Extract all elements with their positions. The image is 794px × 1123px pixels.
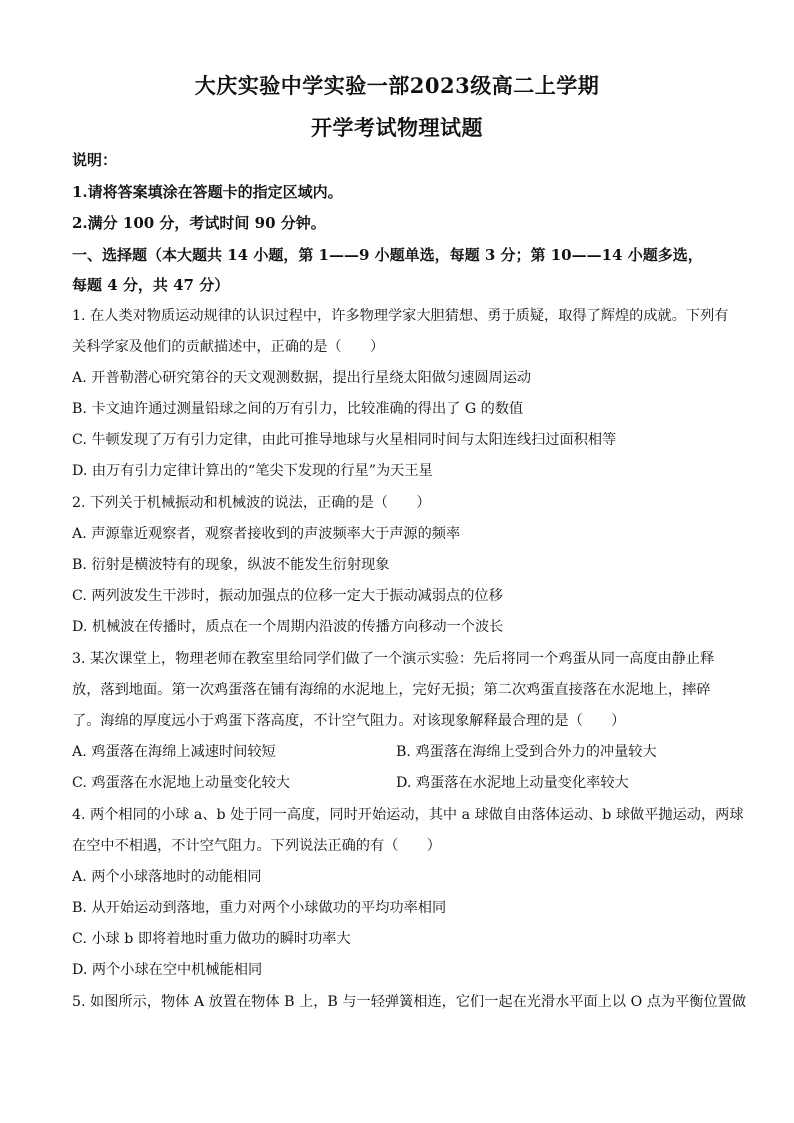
note-item-2: 2.满分 100 分，考试时间 90 分钟。 — [72, 214, 326, 232]
exam-title-line1: 大庆实验中学实验一部2023级高二上学期 — [194, 73, 600, 98]
exam-title-line2: 开学考试物理试题 — [311, 115, 483, 140]
q1-option-b: B. 卡文迪许通过测量铅球之间的万有引力，比较准确的得出了 G 的数值 — [72, 401, 524, 417]
q1-stem-line1: 1. 在人类对物质运动规律的认识过程中，许多物理学家大胆猜想、勇于质疑，取得了辉煌的成就。下列有 — [72, 308, 729, 324]
q4-option-a: A. 两个小球落地时的动能相同 — [72, 869, 262, 885]
notes-label: 说明： — [72, 151, 118, 169]
q1-option-a: A. 开普勒潜心研究第谷的天文观测数据，提出行星绕太阳做匀速圆周运动 — [72, 370, 532, 386]
q1-option-d: D. 由万有引力定律计算出的“笔尖下发现的行星”为天王星 — [72, 463, 433, 479]
q3-stem-line2: 放，落到地面。第一次鸡蛋落在铺有海绵的水泥地上，完好无损；第二次鸡蛋直接落在水泥地上，摔碎 — [72, 682, 711, 698]
section-heading-line1: 一、选择题（本大题共 14 小题，第 1——9 小题单选，每题 3 分；第 10——14 小题多选， — [72, 246, 703, 264]
q1-stem-line2: 关科学家及他们的贡献描述中，正确的是（ ） — [72, 339, 385, 355]
q3-option-a: A. 鸡蛋落在海绵上减速时间较短 — [72, 744, 276, 760]
q1-option-c: C. 牛顿发现了万有引力定律，由此可推导地球与火星相同时间与太阳连线扫过面积相等 — [72, 432, 617, 448]
q2-option-c: C. 两列波发生干涉时，振动加强点的位移一定大于振动减弱点的位移 — [72, 588, 503, 604]
q2-option-b: B. 衍射是横波特有的现象，纵波不能发生衍射现象 — [72, 557, 390, 573]
q2-option-d: D. 机械波在传播时，质点在一个周期内沿波的传播方向移动一个波长 — [72, 619, 504, 635]
q4-stem-line1: 4. 两个相同的小球 a、b 处于同一高度，同时开始运动，其中 a 球做自由落体运动、b 球做平抛运动，两球 — [72, 807, 744, 823]
q3-option-d: D. 鸡蛋落在水泥地上动量变化率较大 — [396, 775, 629, 791]
q3-stem-line1: 3. 某次课堂上，物理老师在教室里给同学们做了一个演示实验：先后将同一个鸡蛋从同一高度由静止释 — [72, 651, 715, 667]
q2-stem-line1: 2. 下列关于机械振动和机械波的说法，正确的是（ ） — [72, 495, 431, 511]
q3-stem-line3: 了。海绵的厚度远小于鸡蛋下落高度，不计空气阻力。对该现象解释最合理的是（ ） — [72, 713, 626, 729]
q4-option-b: B. 从开始运动到落地，重力对两个小球做功的平均功率相同 — [72, 900, 447, 916]
q2-option-a: A. 声源靠近观察者，观察者接收到的声波频率大于声源的频率 — [72, 526, 461, 542]
q4-option-d: D. 两个小球在空中机械能相同 — [72, 962, 263, 978]
q5-stem-line1: 5. 如图所示，物体 A 放置在物体 B 上，B 与一轻弹簧相连，它们一起在光滑水平面上以 O 点为平衡位置做 — [72, 994, 747, 1010]
section-heading-line2: 每题 4 分，共 47 分） — [72, 276, 230, 294]
q3-option-b: B. 鸡蛋落在海绵上受到合外力的冲量较大 — [396, 744, 657, 760]
q4-stem-line2: 在空中不相遇，不计空气阻力。下列说法正确的有（ ） — [72, 838, 441, 854]
q3-option-c: C. 鸡蛋落在水泥地上动量变化较大 — [72, 775, 290, 791]
note-item-1: 1.请将答案填涂在答题卡的指定区域内。 — [72, 183, 343, 201]
q4-option-c: C. 小球 b 即将着地时重力做功的瞬时功率大 — [72, 931, 351, 947]
